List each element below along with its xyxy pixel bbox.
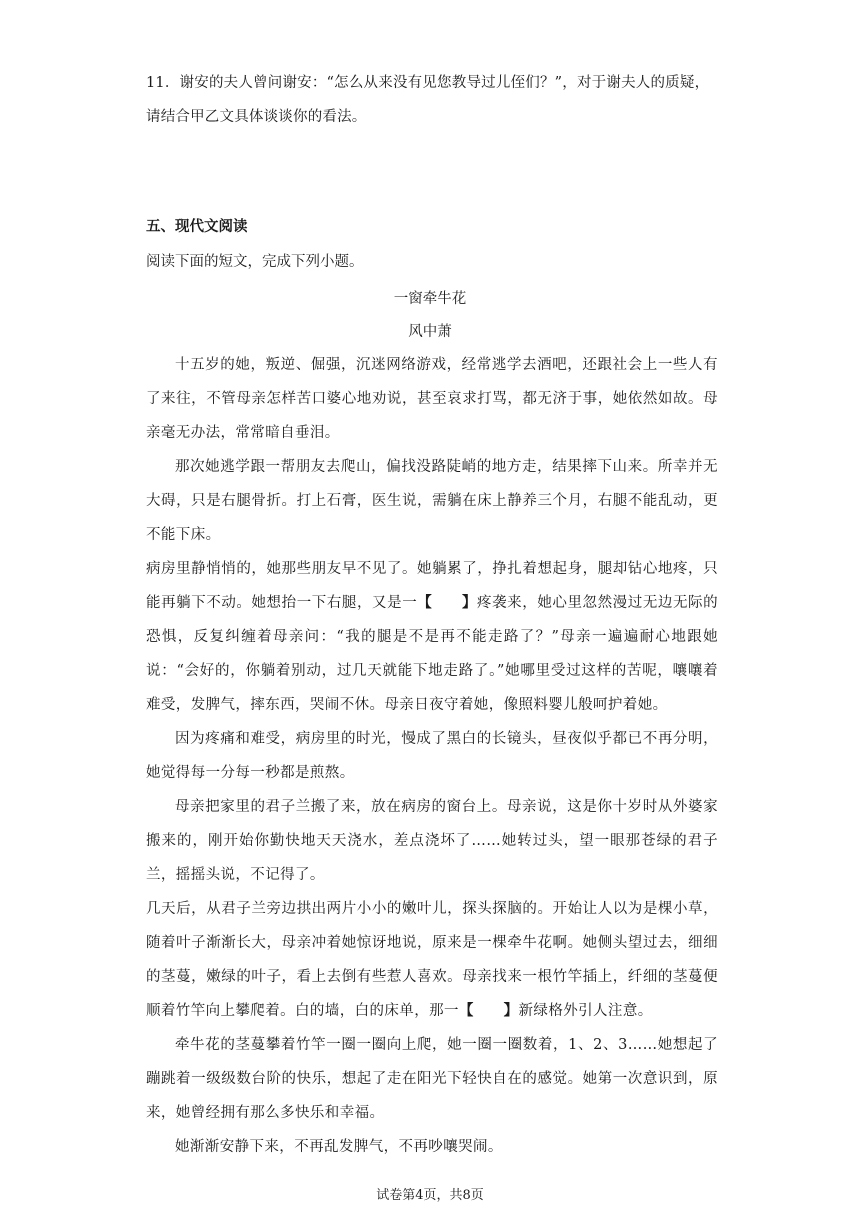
article-paragraph-4: 因为疼痛和难受，病房里的时光，慢成了黑白的长镜头，昼夜似乎都已不再分明，她觉得每一分每一秒都是煎熬。 [146,731,718,781]
article-paragraph-2: 那次她逃学跟一帮朋友去爬山，偏找没路陡峭的地方走，结果摔下山来。所幸并无大碍，只是右腿骨折。打上石膏，医生说，需躺在床上静养三个月，右腿不能乱动，更不能下床。 [146,459,718,543]
paragraph-6-text-after: 新绿格外引人注意。 [518,1003,653,1019]
article-paragraph-6 [146,892,718,1028]
article-paragraph-5: 母亲把家里的君子兰搬了来，放在病房的窗台上。母亲说，这是你十岁时从外婆家搬来的，刚开始你勤快地天天浇水，差点浇坏了……她转过头，望一眼那苍绿的君子兰，摇摇头说，不记得了。 [146,799,718,883]
question-11-text: 11．谢安的夫人曾问谢安：“怎么从来没有见您教导过儿侄们？”，对于谢夫人的质疑，请结合甲乙文具体谈谈你的看法。 [146,75,710,125]
paragraph-3-text-before: 病房里静悄悄的，她那些朋友早不见了。她躺累了，挣扎着想起身，腿却钻心地疼，只能再躺下不动。她想抬一下右腿，又是一 [146,561,718,611]
article-paragraph-3 [146,552,718,722]
section-heading: 五、现代文阅读 [146,219,248,235]
article-paragraph-1: 十五岁的她，叛逆、倔强，沉迷网络游戏，经常逃学去酒吧，还跟社会上一些人有了来往，不管母亲怎样苦口婆心地劝说，甚至哀求打骂，都无济于事，她依然如故。母亲毫无办法，常常暗自垂泪。 [146,357,718,441]
paragraph-6-text-before: 几天后，从君子兰旁边拱出两片小小的嫩叶儿，探头探脑的。开始让人以为是棵小草，随着叶子渐渐长大，母亲冲着她惊讶地说，原来是一棵牵牛花啊。她侧头望过去，细细的茎蔓，嫩绿的叶子，看上去倒有些惹人喜欢。母亲找来一根竹竿插上，纤细的茎蔓便顺着竹竿向上攀爬着。白的墙，白的床单，那一 [146,901,718,1019]
article-paragraph-8: 她渐渐安静下来，不再乱发脾气，不再吵嚷哭闹。 [175,1139,503,1155]
question-11 [146,66,718,134]
page-footer: 试卷第4页，共8页 [376,1188,484,1203]
paragraph-3-text-after: 疼袭来，她心里忽然漫过无边无际的恐惧，反复纠缠着母亲问：“我的腿是不是再不能走路了？”母亲一遍遍耐心地跟她说：“会好的，你躺着别动，过几天就能下地走路了。”她哪里受过这样的苦呢，嚷嚷着难受，发脾气，摔东西，哭闹不休。母亲日夜守着她，像照料婴儿般呵护着她。 [146,595,718,713]
section-instruction: 阅读下面的短文，完成下列小题。 [146,254,364,270]
article-body [146,348,718,1164]
fill-in-blank-1: 【 】 [417,594,477,611]
article-author: 风中萧 [408,324,452,340]
fill-in-blank-2: 【 】 [458,1002,519,1019]
article-paragraph-7: 牵牛花的茎蔓攀着竹竿一圈一圈向上爬，她一圈一圈数着，1、2、3……她想起了蹦跳着一级级数台阶的快乐，想起了走在阳光下轻快自在的感觉。她第一次意识到，原来，她曾经拥有那么多快乐和幸福。 [146,1037,718,1121]
article-title: 一窗牵牛花 [393,291,467,307]
